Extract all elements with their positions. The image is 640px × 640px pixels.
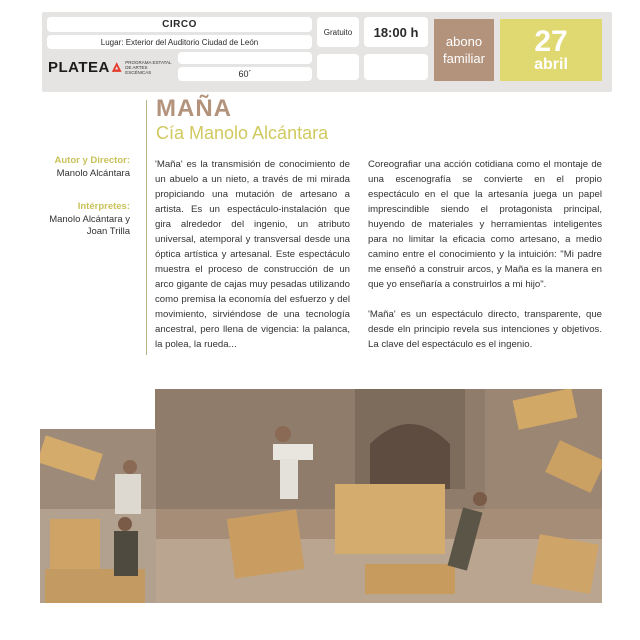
blank-field — [364, 54, 428, 80]
performance-photo-inset — [40, 429, 156, 603]
logo-word: PLATEA — [48, 58, 110, 76]
blank-field — [178, 52, 312, 64]
abono-familiar-badge — [434, 19, 494, 81]
performance-photo — [155, 389, 602, 603]
description-column-1 — [155, 157, 350, 352]
sidebar-divider — [146, 100, 147, 355]
logo-subtitle: PROGRAMA ESTATAL DE ARTES ESCÉNICAS — [125, 59, 172, 75]
date-month: abril — [534, 56, 568, 73]
performers-label: Intérpretes: — [77, 201, 130, 212]
date-badge — [500, 19, 602, 81]
duration-field: 60´ — [178, 67, 312, 81]
description-column-2 — [368, 157, 602, 352]
price-field: Gratuito — [317, 17, 359, 47]
performer-line: Manolo Alcántara y — [49, 213, 130, 225]
author-block — [55, 155, 130, 180]
blank-field — [317, 54, 359, 80]
company-name: Cía Manolo Alcántara — [156, 123, 329, 143]
venue-field: Lugar: Exterior del Auditorio Ciudad de León — [47, 35, 312, 49]
description-paragraph: 'Maña' es la transmisión de conocimiento de un abuelo a un nieto, a través de mi mirada propiciando una mutación de artesano a artista. Es un espectáculo-instalación que gira alrededor del ingenio, un atributo universal, atemporal y transversal desde una óptica artística y artesanal. Este espectáculo muestra el proceso de construcción de un arco gigante de cajas muy pesadas utilizando como premisa la economía del esfuerzo y del movimiento, sirviéndose de una tecnología ancestral, pero llena de vigencia: la palanca, la polea, la rueda... — [155, 159, 350, 350]
category-field: CIRCO — [47, 17, 312, 32]
description-paragraph: 'Maña' es un espectáculo directo, transparente, que desde eln principio revela sus intenciones y objetivos. La clave del espectáculo es el ingenio. — [368, 309, 602, 350]
show-title: MAÑA — [156, 95, 232, 122]
date-day: 27 — [534, 25, 568, 58]
time-field: 18:00 h — [364, 17, 428, 47]
description-paragraph: Coreografiar una acción cotidiana como el montaje de una escenografía se convierte en el propio espectáculo en el que la artesanía juega un papel imprescindible siendo el protagonista principal, huyendo de materiales y herramientas inteligentes para no limitar la eficacia como artesano, a medio camino entre el conocimiento y la intuición: "Mi padre me enseñó a construir arcos, y Maña es la manera en que yo enseñaría a construirlos a mi hijo". — [368, 159, 602, 290]
abono-line-2: familiar — [443, 51, 485, 66]
author-name: Manolo Alcántara — [56, 167, 130, 179]
performer-line: Joan Trilla — [86, 226, 130, 237]
performers-block — [49, 201, 130, 239]
platea-logo — [48, 56, 174, 78]
author-label: Autor y Director: — [54, 155, 130, 166]
logo-mark-icon — [111, 60, 122, 74]
abono-line-1: abono — [445, 34, 483, 49]
